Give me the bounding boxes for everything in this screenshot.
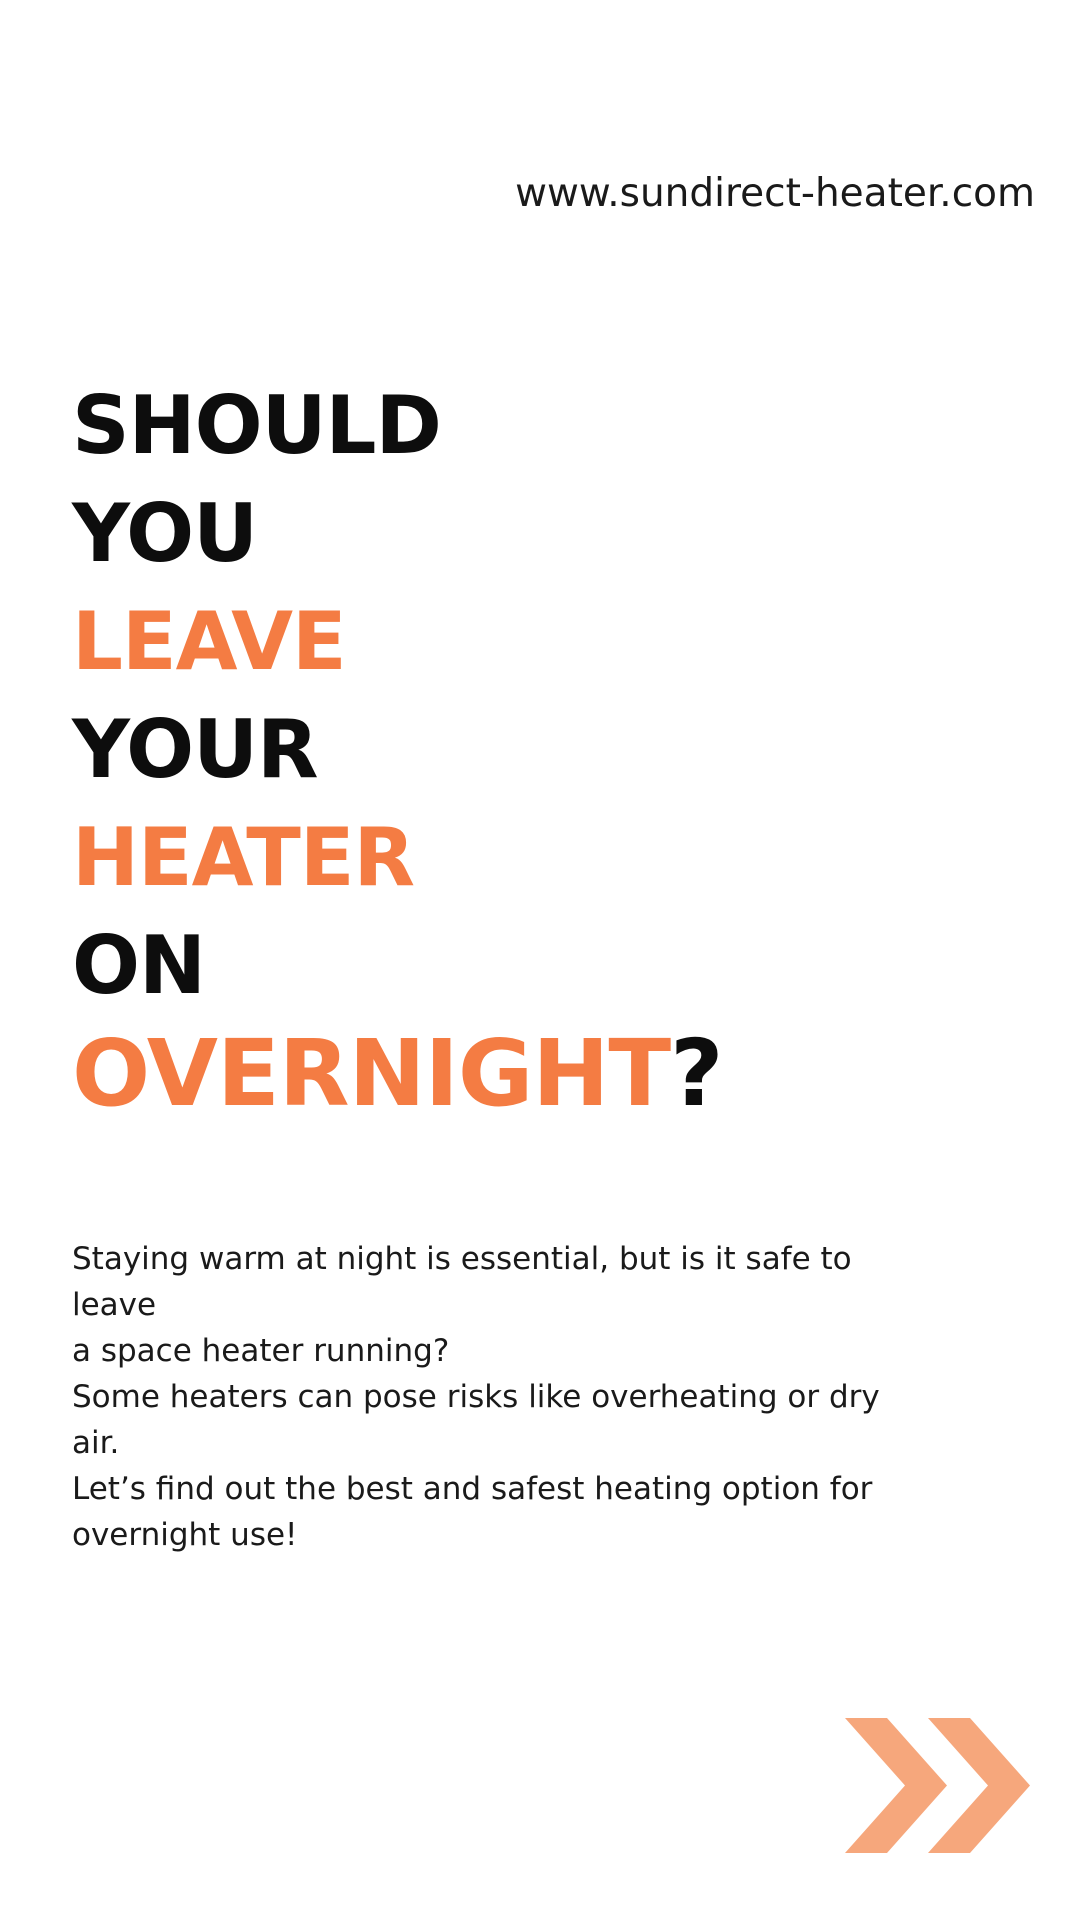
headline-line-on: ON — [72, 919, 205, 1012]
intro-line: Staying warm at night is essential, but is it safe to leave — [72, 1241, 852, 1323]
website-url[interactable]: www.sundirect-heater.com — [515, 171, 1035, 216]
intro-line: Let’s find out the best and safest heating option for overnight use! — [72, 1471, 873, 1553]
headline-line-heater: HEATER — [72, 811, 415, 904]
intro-line: a space heater running? — [72, 1333, 450, 1369]
headline-line-leave: LEAVE — [72, 595, 346, 688]
headline — [72, 372, 723, 1128]
headline-line-your: YOUR — [72, 703, 318, 796]
headline-question-mark: ? — [670, 1020, 723, 1127]
headline-line-you: YOU — [72, 487, 258, 580]
headline-word-overnight: OVERNIGHT — [72, 1020, 671, 1127]
intro-text — [72, 1236, 892, 1558]
headline-line-should: SHOULD — [72, 379, 441, 472]
intro-line: Some heaters can pose risks like overheating or dry air. — [72, 1379, 880, 1461]
chevron-right-icon — [845, 1718, 947, 1853]
double-chevron-right-icon[interactable] — [845, 1718, 1050, 1853]
headline-line-overnight — [72, 1020, 723, 1128]
